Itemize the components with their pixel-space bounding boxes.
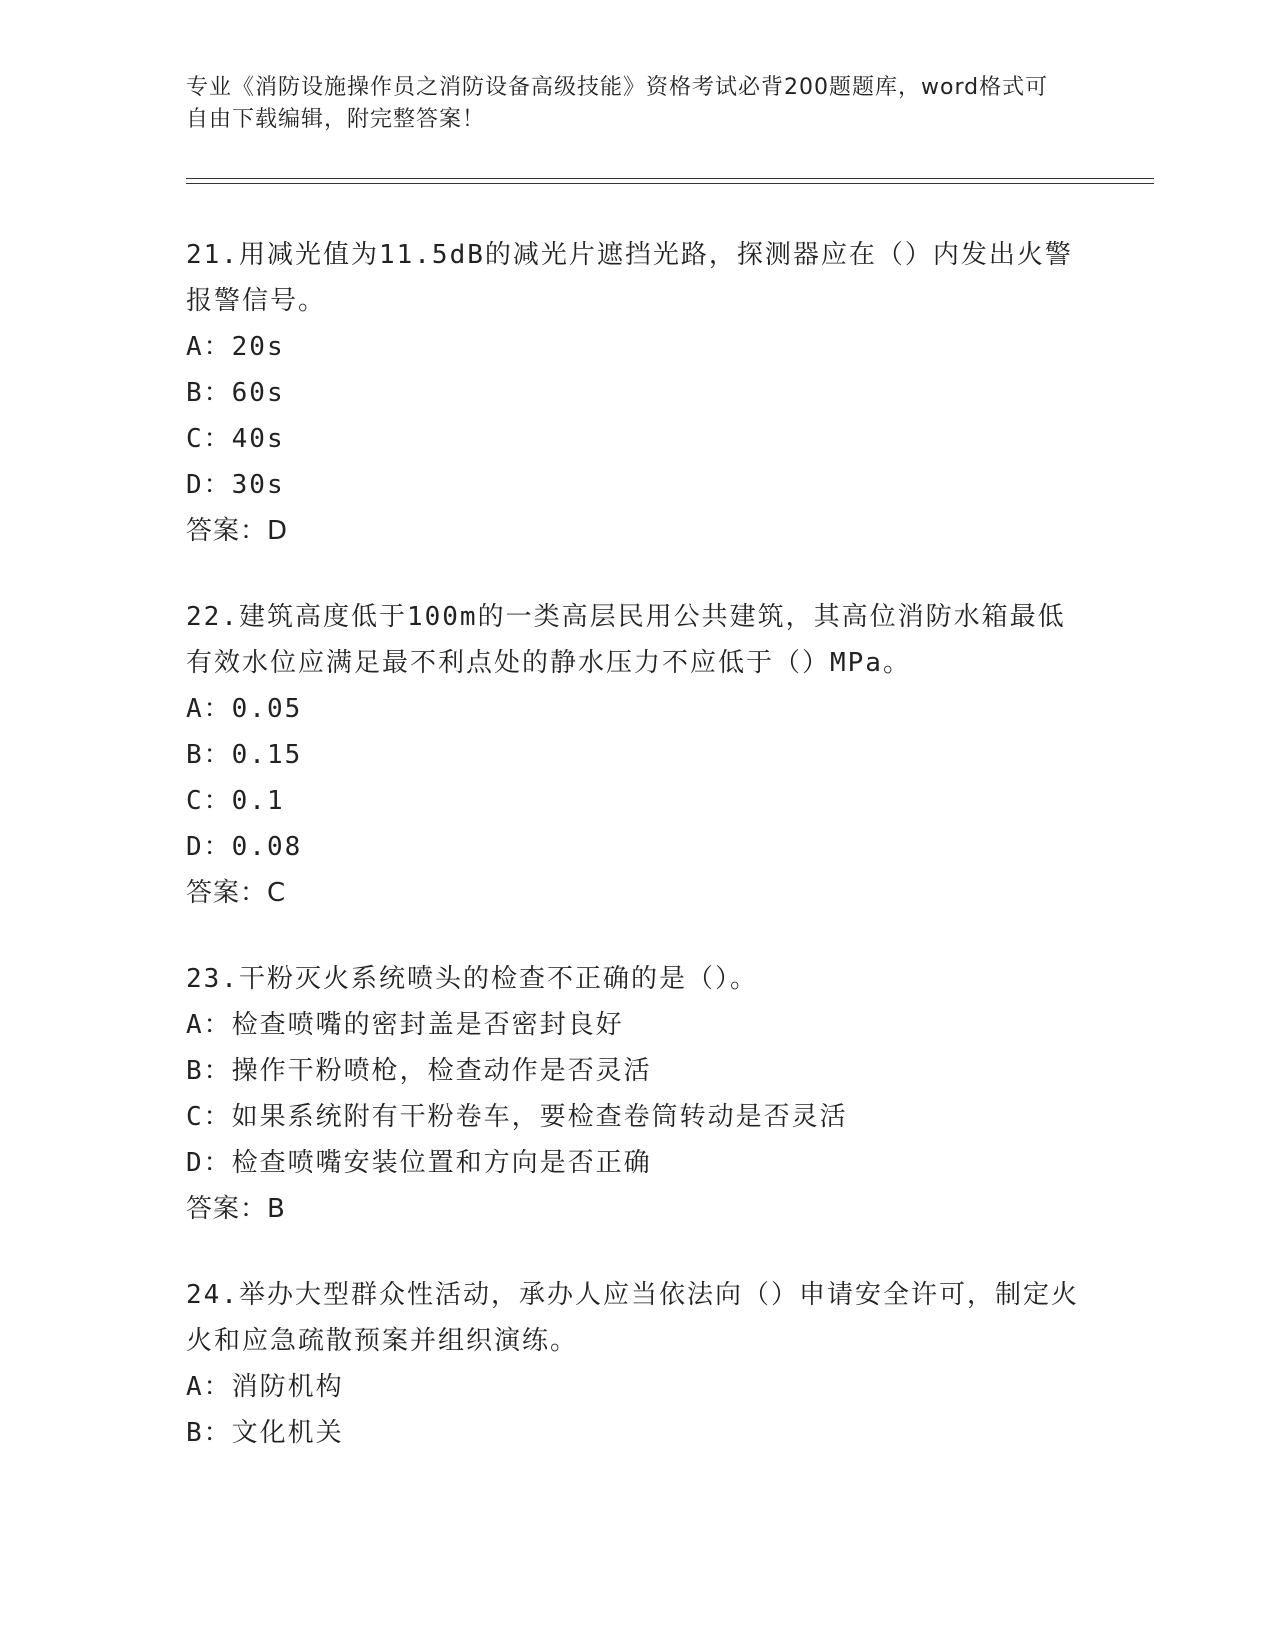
header-divider-top — [186, 178, 1154, 179]
answer-label: 答案：C — [186, 878, 287, 908]
question-stem: 21.用减光值为11.5dB的减光片遮挡光路，探测器应在（）内发出火警报警信号。 — [186, 240, 1073, 316]
question-23 — [186, 956, 1086, 1232]
option-b: B：文化机关 — [186, 1418, 344, 1448]
option-c: C：如果系统附有干粉卷车，要检查卷筒转动是否灵活 — [186, 1102, 848, 1132]
option-d: D：30s — [186, 470, 285, 500]
answer-label: 答案：B — [186, 1194, 286, 1224]
option-b: B：60s — [186, 378, 285, 408]
header-divider-bottom — [186, 183, 1154, 184]
option-a: A：检查喷嘴的密封盖是否密封良好 — [186, 1010, 624, 1040]
option-c: C：0.1 — [186, 786, 285, 816]
question-22 — [186, 594, 1086, 916]
option-c: C：40s — [186, 424, 285, 454]
document-header: 专业《消防设施操作员之消防设备高级技能》资格考试必背200题题库，word格式可自由下载编辑，附完整答案！ — [186, 75, 1049, 132]
question-stem: 23.干粉灭火系统喷头的检查不正确的是（）。 — [186, 964, 758, 994]
option-d: D：检查喷嘴安装位置和方向是否正确 — [186, 1148, 652, 1178]
question-stem: 24.举办大型群众性活动，承办人应当依法向（）申请安全许可，制定火火和应急疏散预案并组织演练。 — [186, 1280, 1079, 1356]
answer-label: 答案：D — [186, 516, 289, 546]
question-stem: 22.建筑高度低于100m的一类高层民用公共建筑，其高位消防水箱最低有效水位应满足最不利点处的静水压力不应低于（）MPa。 — [186, 602, 1066, 678]
option-a: A：20s — [186, 332, 285, 362]
option-b: B：0.15 — [186, 740, 303, 770]
option-d: D：0.08 — [186, 832, 303, 862]
question-21 — [186, 232, 1086, 554]
option-a: A：消防机构 — [186, 1372, 344, 1402]
question-list — [186, 232, 1086, 1496]
option-a: A：0.05 — [186, 694, 303, 724]
option-b: B：操作干粉喷枪，检查动作是否灵活 — [186, 1056, 652, 1086]
question-24 — [186, 1272, 1086, 1456]
